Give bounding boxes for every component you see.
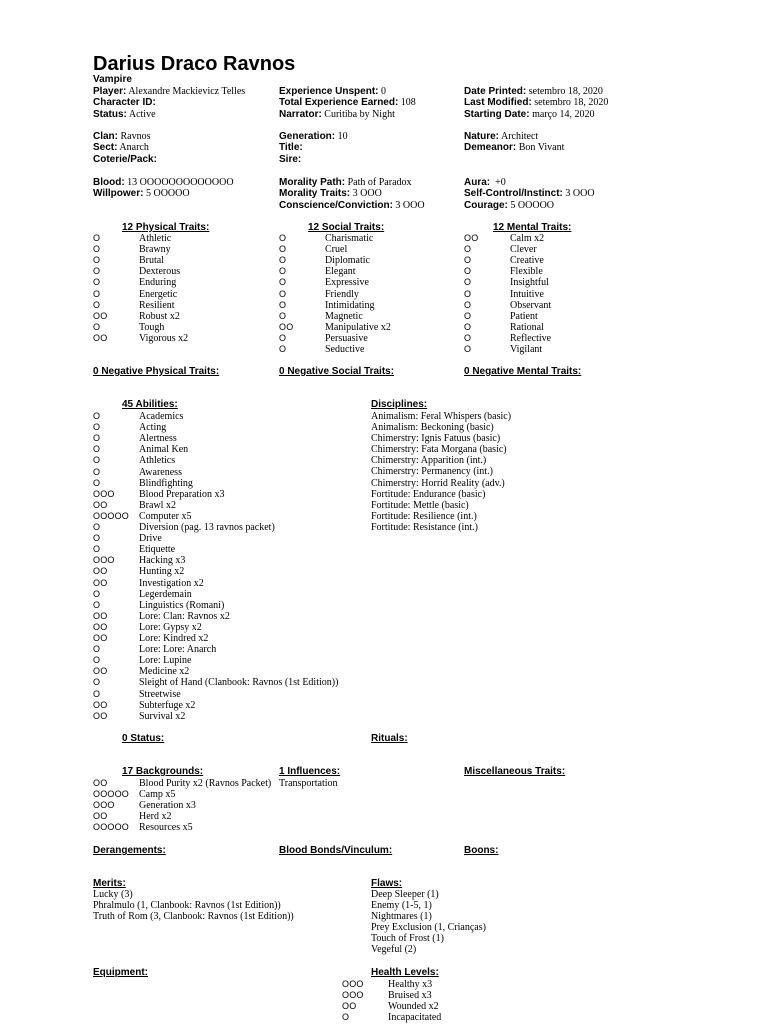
health-level-dots: OOO — [342, 979, 364, 989]
ability-dots: OO — [93, 633, 108, 643]
ability-dots: OO — [93, 566, 108, 577]
mental-trait-dots: O — [464, 299, 472, 310]
mental-trait-name: Clever — [510, 244, 537, 256]
ability-name: Survival x2 — [139, 710, 186, 722]
discipline-item: Chimerstry: Horrid Reality (adv.) — [371, 477, 505, 489]
merits-list — [93, 889, 294, 922]
flaws-heading: Flaws: — [371, 878, 403, 889]
physical-trait-dots: O — [93, 277, 101, 288]
ability-row — [93, 644, 363, 655]
mental-trait-dots: O — [464, 266, 472, 277]
stats-col-3 — [464, 177, 595, 211]
social-trait-row — [279, 333, 459, 344]
mental-trait-dots: O — [464, 255, 472, 266]
influences-list — [279, 778, 338, 789]
social-trait-name: Cruel — [325, 244, 348, 256]
ability-row — [93, 500, 363, 511]
social-trait-row — [279, 311, 459, 322]
physical-trait-name: Brawny — [139, 244, 171, 256]
ability-name: Lore: Clan: Ravnos x2 — [139, 610, 230, 622]
ability-name: Awareness — [139, 466, 182, 478]
social-trait-name: Expressive — [325, 277, 369, 289]
flaw-item: Touch of Frost (1) — [371, 933, 444, 945]
social-trait-row — [279, 255, 459, 266]
mental-trait-row — [464, 255, 644, 266]
mental-traits-heading: 12 Mental Traits: — [493, 222, 572, 233]
background-dots: OOOOO — [93, 822, 130, 833]
ability-row — [93, 589, 363, 600]
mental-trait-dots: O — [464, 332, 472, 343]
ability-row — [93, 611, 363, 622]
physical-trait-name: Resilient — [139, 299, 175, 311]
ability-name: Acting — [139, 422, 167, 434]
experience-unspent-field: Experience Unspent: 0 — [279, 86, 386, 97]
clan-field: Clan: Ravnos — [93, 131, 151, 142]
mental-trait-row — [464, 266, 644, 277]
mental-trait-name: Vigilant — [510, 344, 543, 355]
misc-traits-heading: Miscellaneous Traits: — [464, 766, 566, 777]
background-row — [93, 800, 293, 811]
discipline-item: Fortitude: Resistance (int.) — [371, 521, 478, 533]
social-trait-dots: O — [279, 288, 287, 299]
background-name: Resources x5 — [139, 822, 193, 834]
ability-dots: OO — [93, 699, 108, 710]
mental-trait-name: Flexible — [510, 266, 543, 278]
background-dots: OO — [93, 778, 108, 788]
discipline-item: Animalism: Beckoning (basic) — [371, 422, 494, 434]
mental-trait-dots: OO — [464, 233, 479, 243]
ability-row — [93, 467, 363, 478]
social-trait-name: Friendly — [325, 288, 359, 300]
influence-item: Transportation — [279, 778, 338, 789]
background-row — [93, 822, 293, 833]
ability-name: Subterfuge x2 — [139, 699, 196, 711]
ability-row — [93, 578, 363, 589]
physical-trait-row — [93, 322, 273, 333]
physical-trait-dots: O — [93, 255, 101, 266]
ability-name: Blood Preparation x3 — [139, 488, 225, 500]
health-level-dots: OO — [342, 1001, 357, 1012]
ability-name: Streetwise — [139, 688, 181, 700]
sect-field: Sect: Anarch — [93, 142, 149, 154]
disciplines-heading: Disciplines: — [371, 399, 428, 410]
physical-trait-row — [93, 255, 273, 266]
physical-trait-dots: OO — [93, 310, 108, 321]
ability-dots: O — [93, 455, 101, 466]
mental-trait-dots: O — [464, 321, 472, 332]
demeanor-field: Demeanor: Bon Vivant — [464, 142, 565, 154]
ability-dots: O — [93, 444, 101, 455]
ability-dots: OOO — [93, 488, 115, 499]
ability-row — [93, 666, 363, 677]
background-dots: OO — [93, 811, 108, 822]
flaw-item: Nightmares (1) — [371, 911, 432, 923]
ability-name: Investigation x2 — [139, 577, 204, 589]
social-trait-dots: O — [279, 244, 287, 255]
header-col-1 — [93, 86, 245, 120]
negative-mental-heading: 0 Negative Mental Traits: — [464, 366, 582, 377]
ability-dots: O — [93, 544, 101, 555]
ability-dots: O — [93, 599, 101, 610]
mental-trait-row — [464, 244, 644, 255]
info-col-2 — [279, 131, 348, 165]
ability-name: Sleight of Hand (Clanbook: Ravnos (1st Edition)) — [139, 677, 339, 689]
ability-name: Brawl x2 — [139, 499, 176, 511]
mental-trait-row — [464, 322, 644, 333]
ability-row — [93, 566, 363, 577]
health-level-row — [342, 979, 542, 990]
info-col-1 — [93, 131, 157, 165]
physical-trait-name: Enduring — [139, 277, 177, 289]
equipment-heading: Equipment: — [93, 967, 148, 978]
mental-trait-name: Calm x2 — [510, 233, 545, 244]
sire-field: Sire: — [279, 153, 302, 165]
willpower-field: Willpower: 5 OOOOO — [93, 188, 190, 200]
health-level-name: Wounded x2 — [388, 1001, 439, 1013]
discipline-item: Animalism: Feral Whispers (basic) — [371, 411, 512, 422]
ability-row — [93, 511, 363, 522]
mental-trait-dots: O — [464, 244, 472, 255]
social-trait-name: Magnetic — [325, 310, 363, 322]
physical-trait-row — [93, 311, 273, 322]
mental-trait-row — [464, 333, 644, 344]
blood-bonds-heading: Blood Bonds/Vinculum: — [279, 845, 393, 856]
ability-row — [93, 444, 363, 455]
physical-trait-dots: O — [93, 288, 101, 299]
health-level-name: Healthy x3 — [388, 979, 433, 990]
flaws-list — [371, 889, 486, 956]
conscience-field: Conscience/Conviction: 3 OOO — [279, 199, 425, 211]
ability-dots: O — [93, 655, 101, 666]
ability-row — [93, 455, 363, 466]
mental-trait-dots: O — [464, 288, 472, 299]
ability-row — [93, 633, 363, 644]
social-trait-row — [279, 244, 459, 255]
ability-name: Drive — [139, 533, 162, 545]
mental-trait-row — [464, 289, 644, 300]
mental-trait-row — [464, 233, 644, 244]
ability-dots: O — [93, 466, 101, 477]
mental-trait-name: Creative — [510, 255, 544, 267]
ability-row — [93, 622, 363, 633]
ability-row — [93, 544, 363, 555]
starting-date-field: Starting Date: março 14, 2020 — [464, 108, 595, 120]
social-trait-dots: O — [279, 332, 287, 343]
ability-dots: O — [93, 422, 101, 433]
background-dots: OOO — [93, 800, 115, 811]
mental-trait-name: Patient — [510, 310, 538, 322]
mental-trait-row — [464, 311, 644, 322]
ability-row — [93, 655, 363, 666]
flaw-item: Prey Exclusion (1, Crianças) — [371, 922, 486, 934]
mental-trait-row — [464, 300, 644, 311]
date-printed-field: Date Printed: setembro 18, 2020 — [464, 86, 603, 97]
ability-dots: O — [93, 522, 101, 532]
mental-trait-name: Rational — [510, 321, 544, 333]
ability-name: Lore: Kindred x2 — [139, 633, 209, 644]
health-levels-heading: Health Levels: — [371, 967, 439, 978]
social-trait-row — [279, 233, 459, 244]
background-row — [93, 789, 293, 800]
ability-dots: O — [93, 644, 101, 655]
ability-row — [93, 478, 363, 489]
character-id-field: Character ID: — [93, 97, 156, 109]
character-type: Vampire — [93, 74, 132, 85]
blood-field: Blood: 13 OOOOOOOOOOOOO — [93, 177, 234, 188]
background-name: Generation x3 — [139, 800, 196, 812]
background-name: Blood Purity x2 (Ravnos Packet) — [139, 778, 272, 789]
ability-name: Lore: Gypsy x2 — [139, 621, 202, 633]
social-trait-dots: O — [279, 277, 287, 288]
social-trait-row — [279, 266, 459, 277]
mental-trait-name: Observant — [510, 299, 552, 311]
ability-name: Lore: Lupine — [139, 655, 192, 667]
ability-row — [93, 555, 363, 566]
mental-trait-dots: O — [464, 310, 472, 321]
header-col-2 — [279, 86, 416, 120]
ability-name: Academics — [139, 411, 184, 422]
background-dots: OOOOO — [93, 789, 130, 800]
aura-field: Aura: +0 — [464, 177, 506, 188]
social-trait-dots: O — [279, 266, 287, 277]
rituals-heading: Rituals: — [371, 733, 408, 744]
social-trait-dots: O — [279, 255, 287, 266]
discipline-item: Chimerstry: Permanency (int.) — [371, 466, 493, 478]
social-trait-name: Charismatic — [325, 233, 374, 244]
physical-trait-dots: O — [93, 266, 101, 277]
physical-trait-dots: O — [93, 244, 101, 255]
social-trait-row — [279, 300, 459, 311]
merit-item: Phralmulo (1, Clanbook: Ravnos (1st Edition)) — [93, 900, 281, 912]
physical-trait-name: Brutal — [139, 255, 164, 267]
ability-dots: OO — [93, 499, 108, 510]
ability-row — [93, 689, 363, 700]
ability-dots: OOOOO — [93, 510, 130, 521]
physical-trait-dots: O — [93, 299, 101, 310]
merits-heading: Merits: — [93, 878, 126, 889]
ability-name: Animal Ken — [139, 444, 189, 456]
negative-physical-heading: 0 Negative Physical Traits: — [93, 366, 220, 377]
ability-row — [93, 411, 363, 422]
boons-heading: Boons: — [464, 845, 499, 856]
social-trait-name: Seductive — [325, 344, 365, 355]
flaw-item: Deep Sleeper (1) — [371, 889, 439, 900]
merit-item: Truth of Rom (3, Clanbook: Ravnos (1st Edition)) — [93, 911, 294, 923]
physical-trait-name: Dexterous — [139, 266, 181, 278]
ability-dots: O — [93, 411, 101, 421]
physical-trait-dots: O — [93, 321, 101, 332]
social-trait-name: Elegant — [325, 266, 356, 278]
header-col-3 — [464, 86, 608, 120]
physical-trait-dots: OO — [93, 332, 108, 343]
ability-name: Computer x5 — [139, 510, 192, 522]
mental-trait-name: Insightful — [510, 277, 549, 289]
self-control-field: Self-Control/Instinct: 3 OOO — [464, 188, 595, 200]
mental-trait-dots: O — [464, 277, 472, 288]
stats-col-1 — [93, 177, 234, 200]
physical-trait-name: Energetic — [139, 288, 178, 300]
physical-trait-dots: O — [93, 233, 101, 243]
physical-trait-name: Athletic — [139, 233, 172, 244]
ability-dots: O — [93, 477, 101, 488]
ability-name: Hunting x2 — [139, 566, 185, 578]
flaw-item: Vegeful (2) — [371, 944, 417, 956]
ability-row — [93, 533, 363, 544]
mental-trait-name: Intuitive — [510, 288, 544, 300]
physical-trait-name: Vigorous x2 — [139, 332, 189, 344]
ability-row — [93, 522, 363, 533]
ability-name: Diversion (pag. 13 ravnos packet) — [139, 522, 275, 533]
social-trait-row — [279, 344, 459, 355]
generation-field: Generation: 10 — [279, 131, 348, 142]
ability-row — [93, 711, 363, 722]
discipline-item: Fortitude: Endurance (basic) — [371, 488, 486, 500]
social-trait-row — [279, 277, 459, 288]
health-level-dots: O — [342, 1012, 350, 1023]
title-field: Title: — [279, 142, 303, 154]
discipline-item: Fortitude: Mettle (basic) — [371, 499, 469, 511]
ability-dots: O — [93, 533, 101, 544]
ability-row — [93, 677, 363, 688]
ability-dots: OO — [93, 710, 108, 721]
morality-traits-field: Morality Traits: 3 OOO — [279, 188, 382, 200]
physical-trait-row — [93, 244, 273, 255]
mental-trait-row — [464, 277, 644, 288]
background-row — [93, 778, 293, 789]
discipline-item: Fortitude: Resilience (int.) — [371, 510, 477, 522]
disciplines-list — [371, 411, 511, 533]
social-trait-dots: OO — [279, 321, 294, 332]
ability-name: Legerdemain — [139, 588, 192, 600]
discipline-item: Chimerstry: Apparition (int.) — [371, 455, 487, 467]
flaw-item: Enemy (1-5, 1) — [371, 900, 432, 912]
ability-row — [93, 433, 363, 444]
ability-name: Alertness — [139, 433, 177, 445]
physical-trait-row — [93, 289, 273, 300]
mental-trait-dots: O — [464, 344, 472, 354]
physical-trait-name: Tough — [139, 321, 165, 333]
health-level-name: Bruised x3 — [388, 990, 432, 1002]
social-trait-dots: O — [279, 299, 287, 310]
health-level-dots: OOO — [342, 990, 364, 1001]
social-trait-dots: O — [279, 310, 287, 321]
ability-name: Athletics — [139, 455, 176, 467]
social-trait-name: Manipulative x2 — [325, 321, 391, 333]
ability-name: Etiquette — [139, 544, 176, 556]
status-field: Status: Active — [93, 108, 156, 120]
ability-dots: O — [93, 677, 101, 688]
player-field: Player: Alexandre Mackievicz Telles — [93, 86, 246, 97]
mental-trait-row — [464, 344, 644, 355]
derangements-heading: Derangements: — [93, 845, 166, 856]
ability-dots: OO — [93, 610, 108, 621]
info-col-3 — [464, 131, 564, 154]
background-row — [93, 811, 293, 822]
negative-social-heading: 0 Negative Social Traits: — [279, 366, 395, 377]
mental-trait-name: Reflective — [510, 332, 552, 344]
ability-dots: O — [93, 433, 101, 444]
stats-col-2 — [279, 177, 425, 211]
ability-name: Lore: Lore: Anarch — [139, 644, 217, 656]
physical-trait-name: Robust x2 — [139, 310, 180, 322]
coterie-field: Coterie/Pack: — [93, 153, 157, 165]
status-heading: 0 Status: — [122, 733, 165, 744]
social-trait-row — [279, 289, 459, 300]
discipline-item: Chimerstry: Ignis Fatuus (basic) — [371, 433, 501, 445]
ability-row — [93, 489, 363, 500]
influences-heading: 1 Influences: — [279, 766, 341, 777]
physical-trait-row — [93, 333, 273, 344]
social-trait-name: Intimidating — [325, 299, 375, 311]
physical-traits-heading: 12 Physical Traits: — [122, 222, 210, 233]
social-traits-heading: 12 Social Traits: — [308, 222, 385, 233]
ability-name: Hacking x3 — [139, 555, 186, 567]
narrator-field: Narrator: Curitiba by Night — [279, 108, 395, 120]
health-level-row — [342, 990, 542, 1001]
backgrounds-heading: 17 Backgrounds: — [122, 766, 204, 777]
ability-dots: O — [93, 688, 101, 699]
ability-dots: OO — [93, 666, 108, 677]
ability-name: Medicine x2 — [139, 666, 190, 678]
social-trait-dots: O — [279, 233, 287, 243]
courage-field: Courage: 5 OOOOO — [464, 199, 555, 211]
experience-total-field: Total Experience Earned: 108 — [279, 97, 416, 109]
ability-row — [93, 700, 363, 711]
ability-name: Blindfighting — [139, 477, 193, 489]
nature-field: Nature: Architect — [464, 131, 539, 142]
social-trait-name: Persuasive — [325, 332, 368, 344]
background-name: Camp x5 — [139, 789, 176, 801]
physical-trait-row — [93, 300, 273, 311]
health-level-name: Incapacitated — [388, 1012, 442, 1024]
morality-path-field: Morality Path: Path of Paradox — [279, 177, 412, 188]
ability-row — [93, 600, 363, 611]
ability-dots: O — [93, 588, 101, 599]
social-trait-row — [279, 322, 459, 333]
physical-trait-row — [93, 277, 273, 288]
physical-trait-row — [93, 233, 273, 244]
discipline-item: Chimerstry: Fata Morgana (basic) — [371, 444, 507, 456]
ability-dots: OO — [93, 621, 108, 632]
merit-item: Lucky (3) — [93, 889, 133, 900]
ability-dots: OO — [93, 577, 108, 588]
character-name: Darius Draco Ravnos — [93, 53, 296, 75]
ability-row — [93, 422, 363, 433]
social-trait-name: Diplomatic — [325, 255, 370, 267]
ability-name: Linguistics (Romani) — [139, 599, 225, 611]
ability-dots: OOO — [93, 555, 115, 566]
health-level-row — [342, 1001, 542, 1012]
social-trait-dots: O — [279, 344, 287, 354]
health-level-row — [342, 1012, 542, 1023]
last-modified-field: Last Modified: setembro 18, 2020 — [464, 97, 609, 109]
physical-trait-row — [93, 266, 273, 277]
abilities-heading: 45 Abilities: — [122, 399, 178, 410]
background-name: Herd x2 — [139, 811, 172, 823]
